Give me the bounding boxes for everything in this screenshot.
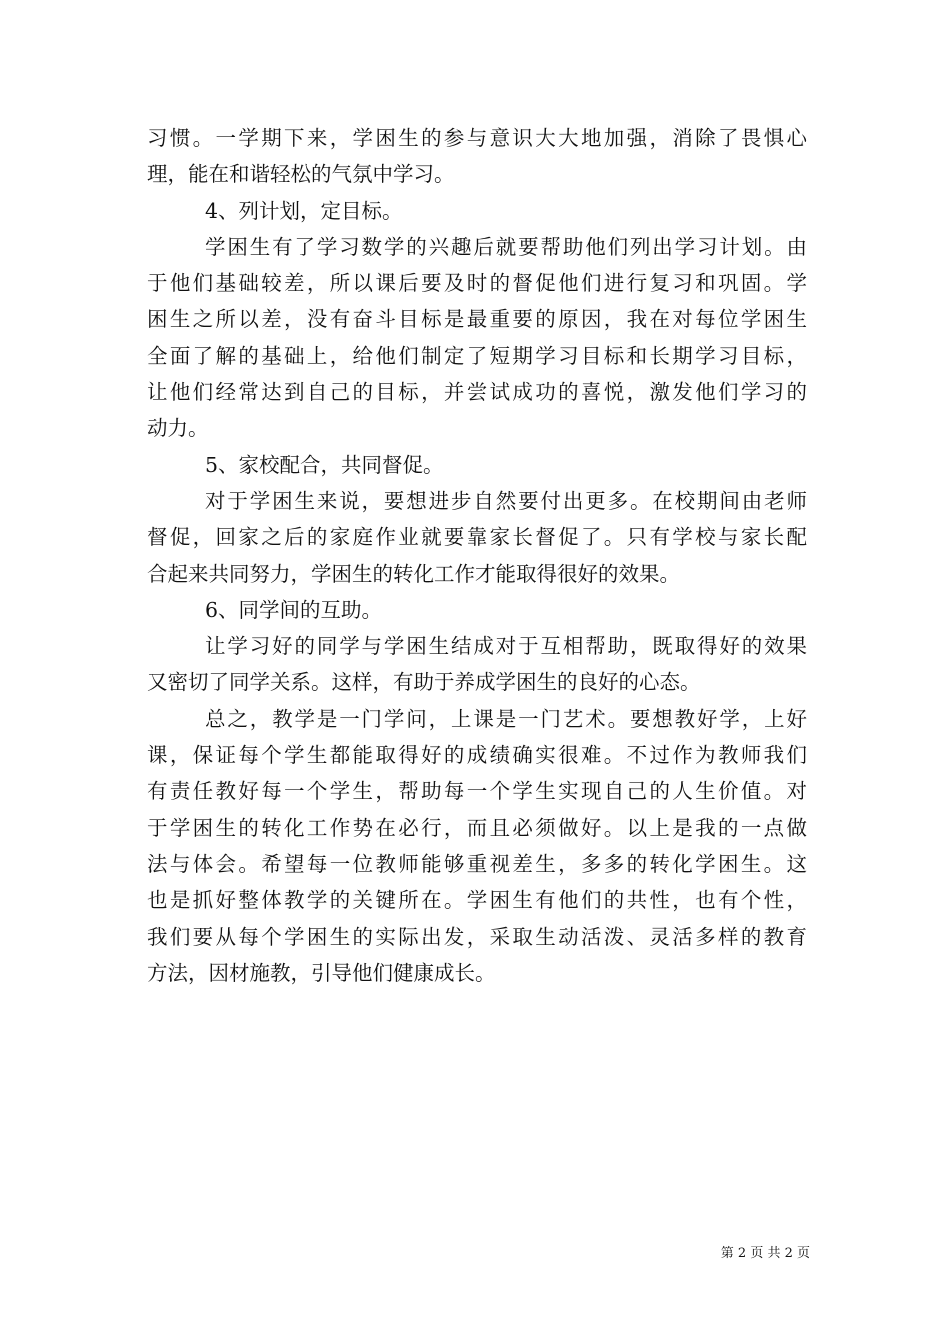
- page-number-footer: 第 2 页 共 2 页: [720, 1246, 810, 1261]
- text-line: 总之，教学是一门学问，上课是一门艺术。要想教好学，上好: [205, 706, 807, 731]
- text-line: 于学困生的转化工作势在必行，而且必须做好。以上是我的一点做: [147, 815, 807, 840]
- text-line: 有责任教好每一个学生，帮助每一个学生实现自己的人生价值。对: [147, 779, 807, 804]
- section-heading-5: 5、家校配合，共同督促。: [205, 452, 444, 477]
- text-line: 理，能在和谐轻松的气氛中学习。: [147, 162, 455, 187]
- section-heading-6: 6、同学间的互助。: [205, 597, 383, 622]
- text-line: 也是抓好整体教学的关键所在。学困生有他们的共性，也有个性，: [147, 888, 807, 913]
- text-line: 督促，回家之后的家庭作业就要靠家长督促了。只有学校与家长配: [147, 525, 807, 550]
- text-line: 法与体会。希望每一位教师能够重视差生，多多的转化学困生。这: [147, 851, 807, 876]
- text-line: 全面了解的基础上，给他们制定了短期学习目标和长期学习目标，: [147, 343, 807, 368]
- text-line: 对于学困生来说，要想进步自然要付出更多。在校期间由老师: [205, 488, 807, 513]
- text-line: 又密切了同学关系。这样，有助于养成学困生的良好的心态。: [147, 670, 701, 695]
- text-line: 让他们经常达到自己的目标，并尝试成功的喜悦，激发他们学习的: [147, 380, 807, 405]
- text-line: 方法，因材施教，引导他们健康成长。: [147, 960, 496, 985]
- section-heading-4: 4、列计划，定目标。: [205, 198, 403, 223]
- text-line: 困生之所以差，没有奋斗目标是最重要的原因，我在对每位学困生: [147, 307, 807, 332]
- text-line: 课，保证每个学生都能取得好的成绩确实很难。不过作为教师我们: [147, 743, 807, 768]
- text-line: 习惯。一学期下来，学困生的参与意识大大地加强，消除了畏惧心: [147, 126, 807, 150]
- text-line: 我们要从每个学困生的实际出发，采取生动活泼、灵活多样的教育: [147, 924, 807, 949]
- body-text: [147, 120, 807, 991]
- text-line: 合起来共同努力，学困生的转化工作才能取得很好的效果。: [147, 561, 680, 586]
- text-line: 学困生有了学习数学的兴趣后就要帮助他们列出学习计划。由: [205, 234, 807, 259]
- text-line: 于他们基础较差，所以课后要及时的督促他们进行复习和巩固。学: [147, 271, 807, 296]
- text-line: 让学习好的同学与学困生结成对于互相帮助，既取得好的效果: [205, 634, 807, 659]
- text-line: 动力。: [147, 416, 209, 441]
